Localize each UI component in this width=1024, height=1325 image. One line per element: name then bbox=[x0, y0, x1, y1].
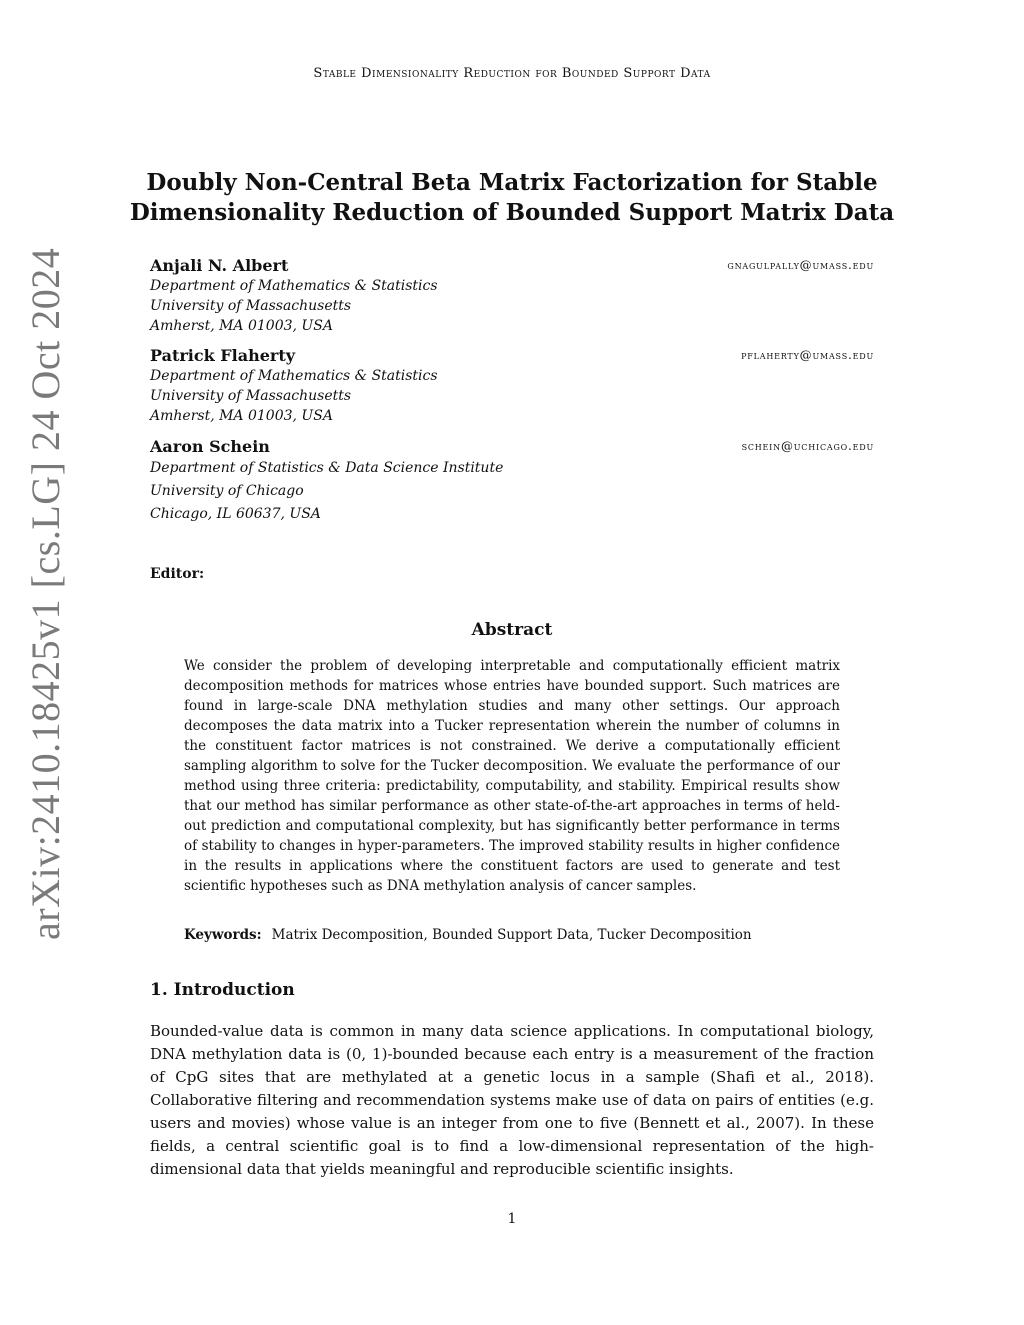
keywords-line bbox=[184, 925, 844, 945]
section-heading-introduction: 1. Introduction bbox=[150, 980, 295, 1000]
author-email[interactable]: pflaherty@umass.edu bbox=[741, 348, 874, 362]
author-affiliation-line: University of Massachusetts bbox=[150, 388, 352, 404]
author-name: Patrick Flaherty bbox=[150, 346, 295, 365]
author-name: Aaron Schein bbox=[150, 437, 270, 456]
arxiv-identifier[interactable]: arXiv:2410.18425v1 [cs.LG] 24 Oct 2024 bbox=[23, 247, 68, 940]
page-number: 1 bbox=[507, 1211, 517, 1227]
author-block bbox=[150, 346, 874, 426]
abstract-text: We consider the problem of developing interpretable and computationally efficient matrix decomposition methods for matrices whose entries have bounded support. Such matrices are found in large-scale DNA methylation studies and many other settings. Our approach decomposes the data matrix into a Tucker representation wherein the number of columns in the constituent factor matrices is not constrained. We derive a computationally efficient sampling algorithm to solve for the Tucker decomposition. We evaluate the performance of our method using three criteria: predictability, computability, and stability. Empirical results show that our method has similar performance as other state-of-the-art approaches in terms of held-out prediction and computational complexity, but has significantly better performance in terms of stability to changes in hyper-parameters. The improved stability results in higher confidence in the results in applications where the constituent factors are used to generate and test scientific hypotheses such as DNA methylation analysis of cancer samples. bbox=[184, 658, 840, 894]
author-affiliation-line: University of Chicago bbox=[150, 483, 304, 499]
paper-title: Doubly Non-Central Beta Matrix Factorization for Stable Dimensionality Reduction of Bounded Support Matrix Data bbox=[129, 169, 895, 226]
keywords-label: Keywords: bbox=[184, 927, 262, 943]
introduction-paragraph: Bounded-value data is common in many data science applications. In computational biology, DNA methylation data is (0, 1)-bounded because each entry is a measurement of the fraction of CpG sites that are methylated at a genetic locus in a sample (Shafi et al., 2018). Collaborative filtering and recommendation systems make use of data on pairs of entities (e.g. users and movies) whose value is an integer from one to five (Bennett et al., 2007). In these fields, a central scientific goal is to find a low-dimensional representation of the high-dimensional data that yields meaningful and reproducible scientific insights. bbox=[150, 1022, 874, 1178]
author-affiliation-line: University of Massachusetts bbox=[150, 298, 352, 314]
keywords-text: Matrix Decomposition, Bounded Support Data, Tucker Decomposition bbox=[271, 927, 752, 943]
author-email[interactable]: schein@uchicago.edu bbox=[741, 439, 874, 453]
author-email[interactable]: gnagulpally@umass.edu bbox=[727, 258, 874, 272]
author-name: Anjali N. Albert bbox=[150, 256, 289, 275]
author-affiliation-line: Chicago, IL 60637, USA bbox=[150, 506, 321, 522]
author-block bbox=[150, 256, 874, 336]
abstract-heading: Abstract bbox=[471, 620, 553, 640]
editor-label: Editor: bbox=[150, 566, 205, 582]
running-head: Stable Dimensionality Reduction for Bounded Support Data bbox=[313, 66, 711, 81]
author-affiliation-line: Department of Statistics & Data Science Institute bbox=[150, 460, 504, 476]
author-affiliation-line: Amherst, MA 01003, USA bbox=[150, 318, 333, 334]
author-affiliation-line: Department of Mathematics & Statistics bbox=[150, 368, 438, 384]
author-affiliation-line: Amherst, MA 01003, USA bbox=[150, 408, 333, 424]
author-affiliation-line: Department of Mathematics & Statistics bbox=[150, 278, 438, 294]
author-block bbox=[150, 437, 874, 526]
